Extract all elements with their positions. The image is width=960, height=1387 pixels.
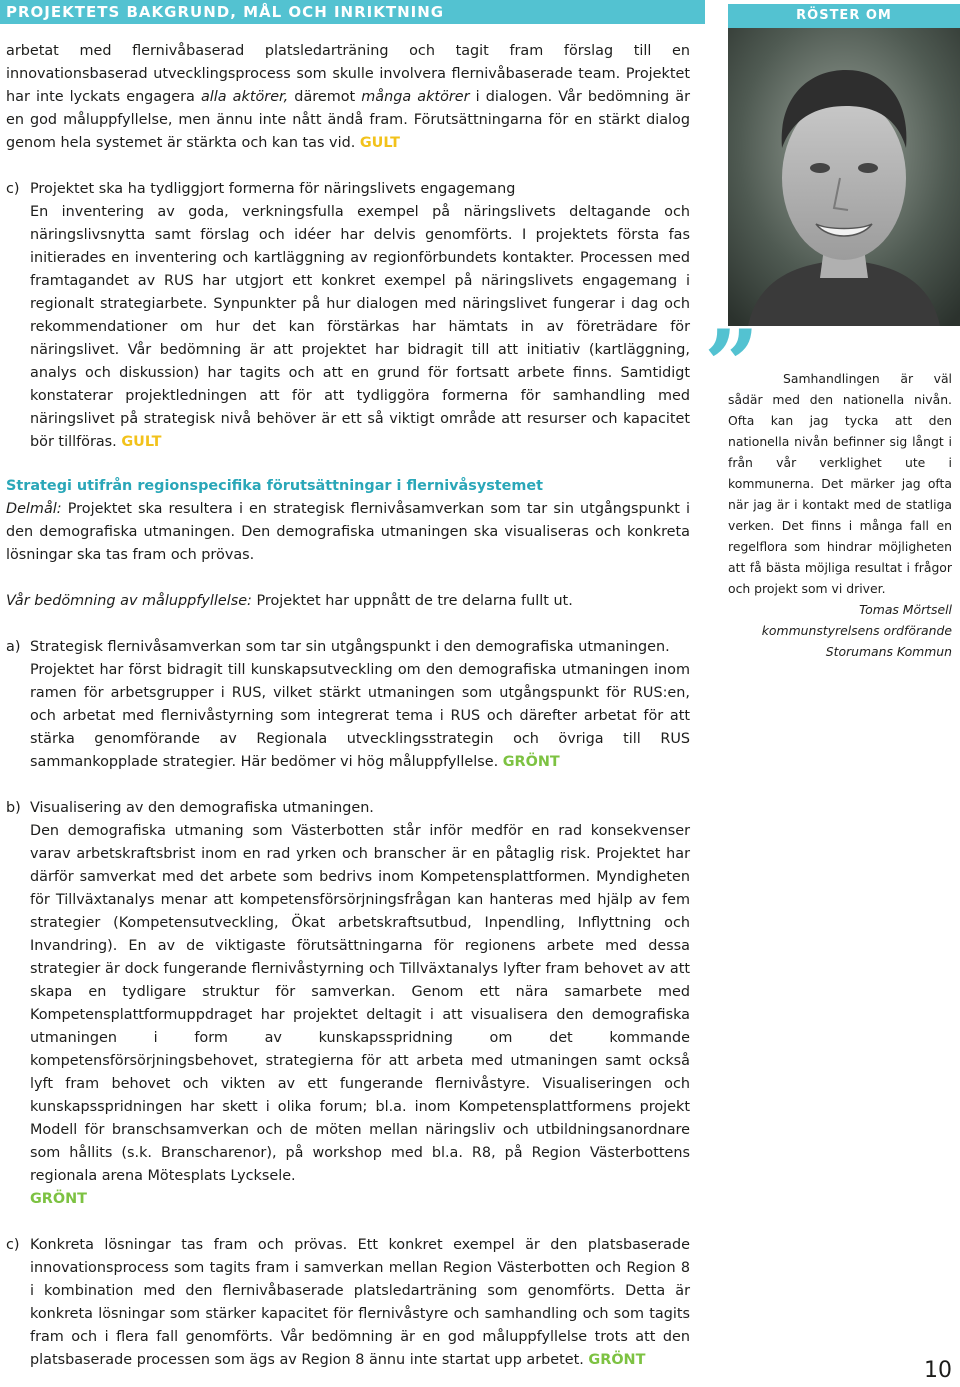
list-item-label: a) xyxy=(6,639,21,655)
portrait-image xyxy=(728,28,960,326)
list-item-paragraph xyxy=(30,201,690,454)
list-item-label: c) xyxy=(6,181,20,197)
sidebar-quote xyxy=(728,368,952,662)
list-item-heading: Visualisering av den demografiska utmaningen. xyxy=(30,800,374,816)
goal-paragraph xyxy=(6,498,690,567)
sidebar-header-title: RÖSTER OM xyxy=(796,8,892,23)
list-item-heading: Strategisk flernivåsamverkan som tar sin utgångspunkt i den demografiska utmaningen. xyxy=(30,639,670,655)
intro-emphasis: många aktörer xyxy=(361,89,470,105)
list-item-b xyxy=(6,797,690,1211)
list-item-label: c) xyxy=(6,1237,20,1253)
page-number: 10 xyxy=(924,1358,952,1383)
section-header-title: PROJEKTETS BAKGRUND, MÅL OCH INRIKTNING xyxy=(6,3,445,21)
sidebar-header xyxy=(728,4,960,28)
portrait-photo xyxy=(728,28,960,326)
list-item-text: En inventering av goda, verkningsfulla exempel på näringslivets deltagande och näringslivsnytta samt förslag och idéer har delvis genomförts. I projektets första fas initierades en inventering och kartläggning av regionförbundets kontakter. Processen med framtagandet av RUS har utgjort ett konkret exempel på näringslivets engagemang i regionalt strategiarbete. Synpunkter på hur dialogen med näringslivet fungerar i dag och rekommendationer om hur det kan förstärkas har hämtats in av företrädare för näringslivet. Vår bedömning är att projektet har bidragit till att initiativ (kartläggning, analys och diskussion) har tagits och att en grund för fortsatt arbete finns. Samtidigt konstaterar projektledningen att för att tydliggöra formerna för samhandling med näringslivet på strategisk nivå behöver är ett så viktigt område att resurser och kapacitet bör tillföras. xyxy=(30,204,690,450)
list-item-label: b) xyxy=(6,800,21,816)
list-item-paragraph: Den demografiska utmaning som Västerbotten står inför medför en rad konsekvenser varav arbetskraftsbrist inom en rad yrken och branscher är en påtaglig risk. Projektet har därför samverkat med det arbete som bedrivs inom Kompetensplattformen. Myndigheten för Tillväxtanalys menar att kompetensförsörjningsfrågan kan hanteras med hjälp av fem strategier (Kompetensutveckling, Ökat arbetskraftsutbud, Inpendling, Inflyttning och Invandring). En av de viktigaste förutsättningarna för regionens arbete med dessa strategier är dock fungerande flernivåstyrning och Tillväxtanalys lyfter fram behovet av att skapa en tydligare struktur för samverkan. Genom ett nära samarbete med Kompetensplattformuppdraget har projektet deltagit i att visualisera den demografiska utmaningen i form av kunskapsspridning om det kommande kompetensförsörjningsbehovet, strategierna för att arbeta med utmaningen samt också lyft fram behovet och vikten av ett fungerande flernivåstyre. Visualiseringen och kunskapsspridningen har skett i olika forum; bl.a. inom Kompetensplattformens projekt Modell för branschsamverkan och de möten mellan näringsliv och utbildningsanordnare som hållits (s.k. Branscharenor), på workshop med bl.a. R8, på Region Västerbottens regionala arena Mötesplats Lycksele. xyxy=(30,823,690,1184)
list-item-text: Konkreta lösningar tas fram och prövas. Ett konkret exempel är den platsbaserade innovationsprocess som tagits fram i samverkan mellan Region Västerbotten och Region 8 i kombination med den flernivåbaserade platsledarträning som genomförts. Detta är konkreta lösningar som stärker kapacitet för flernivåstyre och samhandling och som tagits fram och i flera fall genomförts. Vår bedömning är en god måluppfyllelse trots att den platsbaserade processen som ägs av Region 8 ännu inte startat upp arbetet. xyxy=(30,1237,690,1368)
assessment-text: Projektet har uppnått de tre delarna fullt ut. xyxy=(251,593,573,609)
status-badge: GULT xyxy=(359,135,400,151)
list-item-c2 xyxy=(6,1234,690,1372)
quote-text: Samhandlingen är väl sådär med den nationella nivån. Ofta kan jag tycka att den nationella nivån befinner sig långt i från vår verklighet ute i kommunerna. Det märker jag ofta när jag är i kontakt med de statliga verken. Det finns i många fall en regelflora som hindrar möjligheten att få bästa möjliga resultat i frågor och projekt som vi driver. xyxy=(728,371,952,596)
intro-text: i dialogen. Vår bedömning är en god måluppfyllelse, men ännu inte nått ändå fram. Förutsättningarna för en stärkt dialog genom hela systemet är stärkta och kan tas vid. xyxy=(6,89,690,151)
assessment-paragraph xyxy=(6,590,690,613)
goal-text: Projektet ska resultera i en strategisk flernivåsamverkan som tar sin utgångspunkt i den demografiska utmaningen. Den demografiska utmaningen ska visualiseras och konkreta lösningar ska tas fram och prövas. xyxy=(6,501,690,563)
quote-author-role: kommunstyrelsens ordförande xyxy=(761,623,952,638)
list-item-status xyxy=(30,1188,690,1211)
list-item-paragraph xyxy=(30,659,690,774)
status-badge: GULT xyxy=(121,434,162,450)
quote-marks-icon: ” xyxy=(704,309,760,422)
main-column xyxy=(6,40,690,1372)
status-badge: GRÖNT xyxy=(502,754,560,770)
section-header xyxy=(0,0,705,24)
quote-author-name: Tomas Mörtsell xyxy=(859,602,952,617)
intro-text: arbetat med flernivåbaserad platsledarträning och tagit fram förslag till en innovationsbaserad utvecklingsprocess som skulle involvera flernivåbaserade team. Projektet har inte lyckats engagera xyxy=(6,43,690,105)
status-badge: GRÖNT xyxy=(30,1191,87,1207)
list-item-c xyxy=(6,178,690,454)
intro-text: däremot xyxy=(288,89,362,105)
status-badge: GRÖNT xyxy=(588,1352,646,1368)
intro-paragraph xyxy=(6,40,690,155)
quote-author-org: Storumans Kommun xyxy=(825,644,952,659)
intro-emphasis: alla aktörer, xyxy=(200,89,289,105)
goal-label: Delmål: xyxy=(6,501,62,517)
list-item-paragraph xyxy=(30,1234,690,1372)
assessment-label: Vår bedömning av måluppfyllelse: xyxy=(6,593,252,609)
list-item-heading: Projektet ska ha tydliggjort formerna för näringslivets engagemang xyxy=(30,181,516,197)
list-item-a xyxy=(6,636,690,774)
section-title: Strategi utifrån regionspecifika förutsättningar i flernivåsystemet xyxy=(6,478,544,494)
list-item-text: Projektet har först bidragit till kunskapsutveckling om den demografiska utmaningen inom ramen för arbetsgrupper i RUS, vilket stärkt utmaningen som utgångspunkt för RUS:en, och arbetat med flernivåstyrning som integrerat tema i RUS och därefter arbetat för att stärka genomförande av Regionala utvecklingsstrategin och övriga till RUS sammankopplade strategier. Här bedömer vi hög måluppfyllelse. xyxy=(30,662,690,770)
